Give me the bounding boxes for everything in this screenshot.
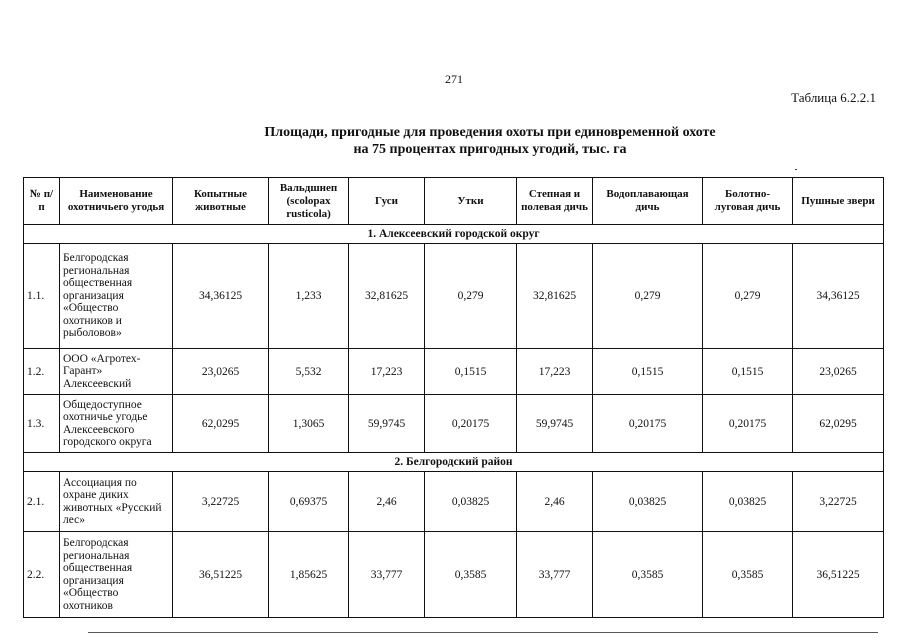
cell-value: 3,22725 xyxy=(793,472,884,532)
section-title-2: 2. Белгородский район xyxy=(24,453,884,472)
header-geese: Гуси xyxy=(349,178,425,225)
cell-value: 0,69375 xyxy=(269,472,349,532)
scan-edge-line xyxy=(88,632,878,633)
cell-value: 17,223 xyxy=(349,349,425,395)
header-waterfowl: Водоплавающая дичь xyxy=(593,178,703,225)
cell-value: 62,0295 xyxy=(173,395,269,453)
table-row xyxy=(24,244,884,349)
header-ducks: Утки xyxy=(425,178,517,225)
cell-value: 0,20175 xyxy=(703,395,793,453)
header-ungulates: Копытные животные xyxy=(173,178,269,225)
row-index: 1.2. xyxy=(24,349,60,395)
cell-value: 1,233 xyxy=(269,244,349,349)
table-row xyxy=(24,532,884,618)
header-fur-animals: Пушные звери xyxy=(793,178,884,225)
cell-value: 0,279 xyxy=(425,244,517,349)
header-name: Наименование охотничьего угодья xyxy=(60,178,173,225)
header-marsh-game: Болотно-луговая дичь xyxy=(703,178,793,225)
row-name: Белгородская региональная общественная организация «Общество охотников и рыболовов» xyxy=(60,244,173,349)
cell-value: 0,279 xyxy=(593,244,703,349)
cell-value: 0,3585 xyxy=(593,532,703,618)
header-woodcock: Вальдшнеп (scolopax rusticola) xyxy=(269,178,349,225)
cell-value: 33,777 xyxy=(517,532,593,618)
cell-value: 62,0295 xyxy=(793,395,884,453)
row-index: 1.1. xyxy=(24,244,60,349)
cell-value: 0,03825 xyxy=(703,472,793,532)
section-title-1: 1. Алексеевский городской округ xyxy=(24,225,884,244)
cell-value: 36,51225 xyxy=(793,532,884,618)
row-name: Ассоциация по охране диких животных «Русский лес» xyxy=(60,472,173,532)
table-row xyxy=(24,472,884,532)
cell-value: 23,0265 xyxy=(793,349,884,395)
header-index: № п/п xyxy=(24,178,60,225)
cell-value: 5,532 xyxy=(269,349,349,395)
cell-value: 17,223 xyxy=(517,349,593,395)
cell-value: 59,9745 xyxy=(517,395,593,453)
cell-value: 2,46 xyxy=(517,472,593,532)
cell-value: 0,3585 xyxy=(425,532,517,618)
page-number: 271 xyxy=(445,72,463,86)
cell-value: 32,81625 xyxy=(349,244,425,349)
cell-value: 0,1515 xyxy=(425,349,517,395)
cell-value: 1,3065 xyxy=(269,395,349,453)
header-steppe-game: Степная и полевая дичь xyxy=(517,178,593,225)
cell-value: 36,51225 xyxy=(173,532,269,618)
cell-value: 0,1515 xyxy=(593,349,703,395)
document-title xyxy=(150,124,830,158)
table-row xyxy=(24,349,884,395)
scan-speck xyxy=(795,169,797,170)
cell-value: 34,36125 xyxy=(793,244,884,349)
row-index: 2.1. xyxy=(24,472,60,532)
cell-value: 0,20175 xyxy=(425,395,517,453)
title-line-2: на 75 процентах пригодных угодий, тыс. га xyxy=(353,142,627,157)
hunting-area-table xyxy=(23,177,884,618)
cell-value: 2,46 xyxy=(349,472,425,532)
cell-value: 0,20175 xyxy=(593,395,703,453)
cell-value: 3,22725 xyxy=(173,472,269,532)
cell-value: 23,0265 xyxy=(173,349,269,395)
cell-value: 0,279 xyxy=(703,244,793,349)
cell-value: 1,85625 xyxy=(269,532,349,618)
cell-value: 59,9745 xyxy=(349,395,425,453)
row-name: ООО «Агротех-Гарант» Алексеевский xyxy=(60,349,173,395)
cell-value: 33,777 xyxy=(349,532,425,618)
cell-value: 32,81625 xyxy=(517,244,593,349)
row-index: 2.2. xyxy=(24,532,60,618)
row-index: 1.3. xyxy=(24,395,60,453)
cell-value: 0,03825 xyxy=(593,472,703,532)
title-line-1: Площади, пригодные для проведения охоты при единовременной охоте xyxy=(264,125,716,140)
table-row xyxy=(24,395,884,453)
cell-value: 0,1515 xyxy=(703,349,793,395)
cell-value: 34,36125 xyxy=(173,244,269,349)
cell-value: 0,3585 xyxy=(703,532,793,618)
row-name: Общедоступное охотничье угодье Алексеевского городского округа xyxy=(60,395,173,453)
table-label: Таблица 6.2.2.1 xyxy=(791,90,876,105)
row-name: Белгородская региональная общественная организация «Общество охотников xyxy=(60,532,173,618)
cell-value: 0,03825 xyxy=(425,472,517,532)
